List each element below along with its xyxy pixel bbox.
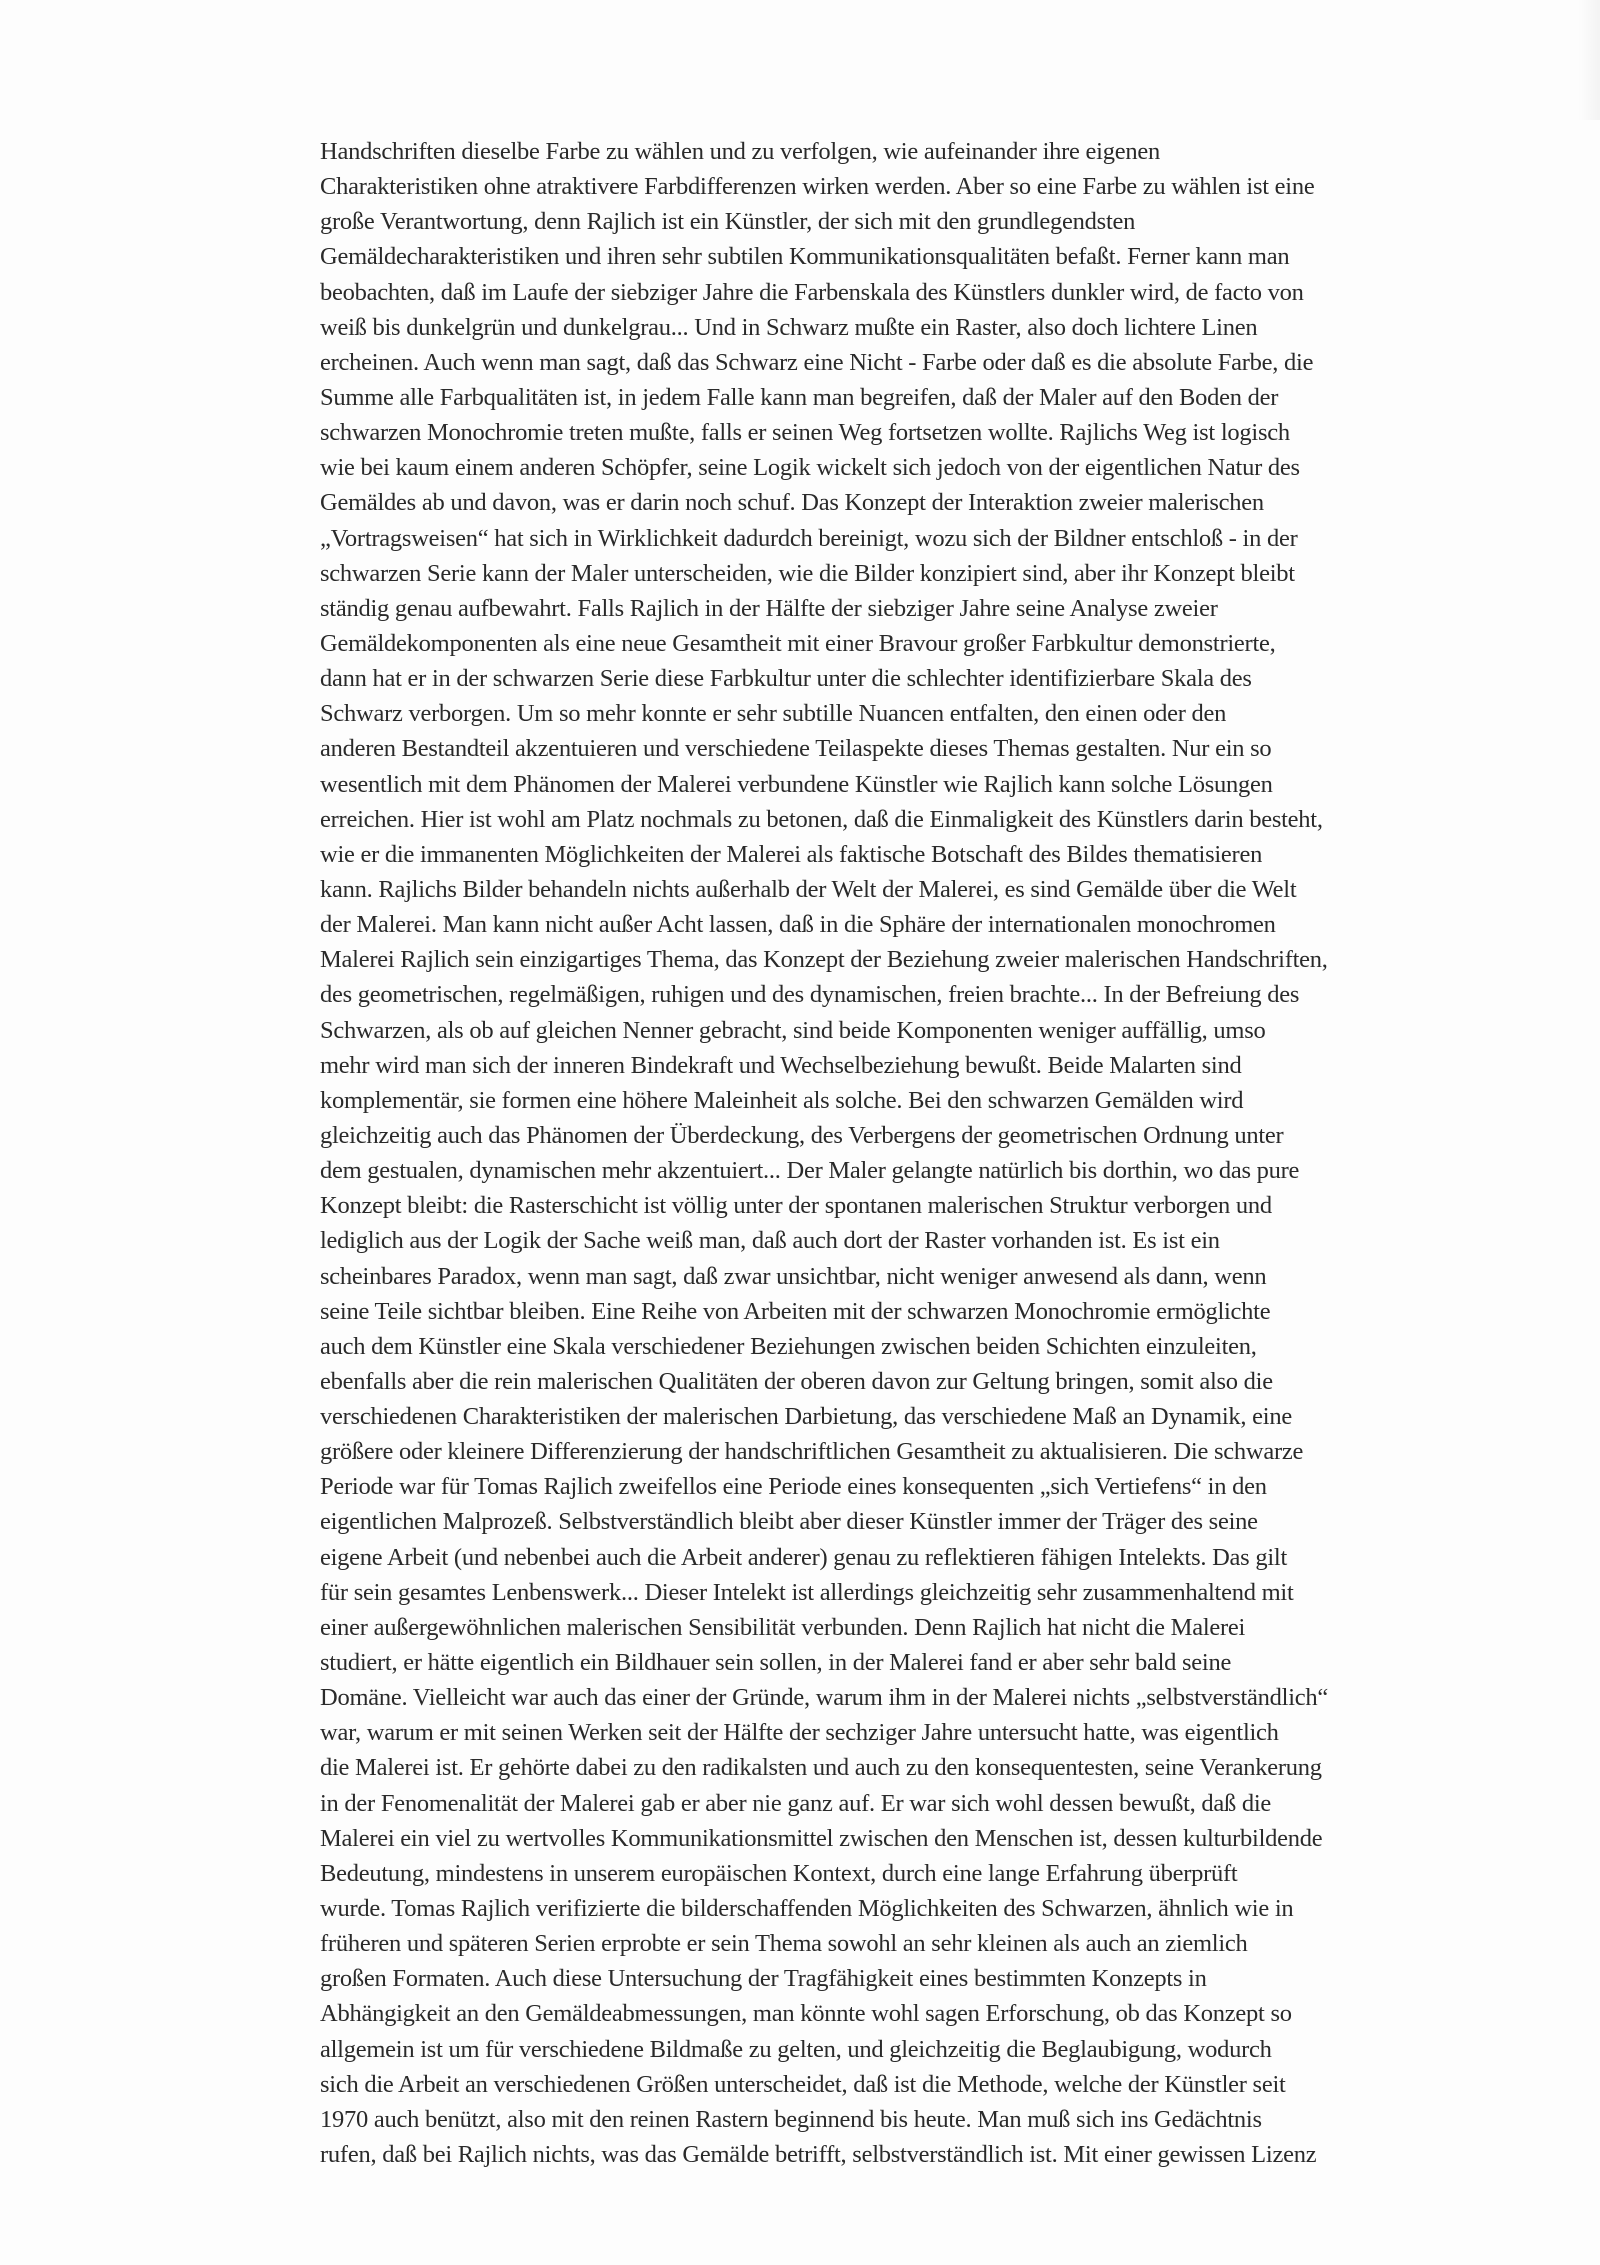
- text-line: gleichzeitig auch das Phänomen der Überdeckung, des Verbergens der geometrischen Ordnung unter: [320, 1121, 1284, 1149]
- text-line: erreichen. Hier ist wohl am Platz nochmals zu betonen, daß die Einmaligkeit des Künstlers darin besteht,: [320, 805, 1323, 833]
- text-line: größere oder kleinere Differenzierung der handschriftlichen Gesamtheit zu aktualisieren. Die schwarze: [320, 1438, 1304, 1466]
- text-line: eigentlichen Malprozeß. Selbstverständlich bleibt aber dieser Künstler immer der Träger des seine: [320, 1508, 1258, 1536]
- text-line: Abhängigkeit an den Gemäldeabmessungen, man könnte wohl sagen Erforschung, ob das Konzept so: [320, 2000, 1292, 2028]
- text-line: 1970 auch benützt, also mit den reinen Rastern beginnend bis heute. Man muß sich ins Gedächtnis: [320, 2105, 1262, 2133]
- page-edge-shadow: [1578, 0, 1600, 120]
- text-line: für sein gesamtes Lenbenswerk... Dieser Intelekt ist allerdings gleichzeitig sehr zusammenhaltend mit: [320, 1578, 1294, 1606]
- text-line: Schwarzen, als ob auf gleichen Nenner gebracht, sind beide Komponenten weniger auffällig, umso: [320, 1016, 1266, 1044]
- text-line: mehr wird man sich der inneren Bindekraft und Wechselbeziehung bewußt. Beide Malarten sind: [320, 1051, 1242, 1079]
- text-line: studiert, er hätte eigentlich ein Bildhauer sein sollen, in der Malerei fand er aber sehr bald seine: [320, 1649, 1232, 1677]
- text-line: einer außergewöhnlichen malerischen Sensibilität verbunden. Denn Rajlich hat nicht die Malerei: [320, 1613, 1246, 1641]
- text-line: eigene Arbeit (und nebenbei auch die Arbeit anderer) genau zu reflektieren fähigen Intelekts. Das gilt: [320, 1543, 1288, 1571]
- text-line: Summe alle Farbqualitäten ist, in jedem Falle kann man begreifen, daß der Maler auf den Boden der: [320, 383, 1279, 411]
- body-text: [320, 134, 1360, 2172]
- text-line: scheinbares Paradox, wenn man sagt, daß zwar unsichtbar, nicht weniger anwesend als dann, wenn: [320, 1262, 1267, 1290]
- text-line: ebenfalls aber die rein malerischen Qualitäten der oberen davon zur Geltung bringen, somit also die: [320, 1367, 1273, 1395]
- text-line: schwarzen Serie kann der Maler unterscheiden, wie die Bilder konzipiert sind, aber ihr Konzept bleibt: [320, 559, 1295, 587]
- text-line: weiß bis dunkelgrün und dunkelgrau... Und in Schwarz mußte ein Raster, also doch lichtere Linen: [320, 313, 1258, 341]
- text-line: Gemäldes ab und davon, was er darin noch schuf. Das Konzept der Interaktion zweier malerischen: [320, 489, 1264, 517]
- text-line: Bedeutung, mindestens in unserem europäischen Kontext, durch eine lange Erfahrung überprüft: [320, 1859, 1238, 1887]
- text-line: Gemäldecharakteristiken und ihren sehr subtilen Kommunikationsqualitäten befaßt. Ferner kann man: [320, 243, 1290, 271]
- text-line: Gemäldekomponenten als eine neue Gesamtheit mit einer Bravour großer Farbkultur demonstrierte,: [320, 629, 1276, 657]
- text-line: wesentlich mit dem Phänomen der Malerei verbundene Künstler wie Rajlich kann solche Lösungen: [320, 770, 1273, 798]
- text-line: große Verantwortung, denn Rajlich ist ein Künstler, der sich mit den grundlegendsten: [320, 208, 1136, 236]
- text-line: wie er die immanenten Möglichkeiten der Malerei als faktische Botschaft des Bildes thematisieren: [320, 840, 1263, 868]
- text-line: lediglich aus der Logik der Sache weiß man, daß auch dort der Raster vorhanden ist. Es ist ein: [320, 1227, 1220, 1255]
- text-line: Periode war für Tomas Rajlich zweifellos eine Periode eines konsequenten „sich Vertiefens“ in den: [320, 1473, 1267, 1501]
- text-line: wurde. Tomas Rajlich verifizierte die bilderschaffenden Möglichkeiten des Schwarzen, ähnlich wie in: [320, 1895, 1294, 1923]
- text-line: „Vortragsweisen“ hat sich in Wirklichkeit dadurdch bereinigt, wozu sich der Bildner entschloß - in der: [320, 524, 1298, 552]
- text-line: ständig genau aufbewahrt. Falls Rajlich in der Hälfte der siebziger Jahre seine Analyse zweier: [320, 594, 1218, 622]
- text-line: Schwarz verborgen. Um so mehr konnte er sehr subtille Nuancen entfalten, den einen oder den: [320, 700, 1227, 728]
- text-line: der Malerei. Man kann nicht außer Acht lassen, daß in die Sphäre der internationalen monochromen: [320, 911, 1276, 939]
- text-line: ercheinen. Auch wenn man sagt, daß das Schwarz eine Nicht - Farbe oder daß es die absolute Farbe, die: [320, 348, 1314, 376]
- text-line: Konzept bleibt: die Rasterschicht ist völlig unter der spontanen malerischen Struktur verborgen und: [320, 1192, 1272, 1220]
- text-line: Handschriften dieselbe Farbe zu wählen und zu verfolgen, wie aufeinander ihre eigenen: [320, 138, 1160, 165]
- text-line: auch dem Künstler eine Skala verschiedener Beziehungen zwischen beiden Schichten einzuleiten,: [320, 1332, 1257, 1360]
- text-line: seine Teile sichtbar bleiben. Eine Reihe von Arbeiten mit der schwarzen Monochromie ermöglichte: [320, 1297, 1271, 1325]
- text-line: rufen, daß bei Rajlich nichts, was das Gemälde betrifft, selbstverständlich ist. Mit einer gewissen Lizenz: [320, 2141, 1317, 2169]
- text-line: Malerei Rajlich sein einzigartiges Thema, das Konzept der Beziehung zweier malerischen Handschriften,: [320, 946, 1328, 974]
- text-line: Charakteristiken ohne atraktivere Farbdifferenzen wirken werden. Aber so eine Farbe zu wählen ist eine: [320, 173, 1315, 201]
- text-line: großen Formaten. Auch diese Untersuchung der Tragfähigkeit eines bestimmten Konzepts in: [320, 1965, 1207, 1993]
- text-line: allgemein ist um für verschiedene Bildmaße zu gelten, und gleichzeitig die Beglaubigung, wodurch: [320, 2035, 1272, 2063]
- text-line: in der Fenomenalität der Malerei gab er aber nie ganz auf. Er war sich wohl dessen bewußt, daß die: [320, 1789, 1272, 1817]
- text-line: wie bei kaum einem anderen Schöpfer, seine Logik wickelt sich jedoch von der eigentlichen Natur des: [320, 454, 1300, 482]
- text-line: war, warum er mit seinen Werken seit der Hälfte der sechziger Jahre untersucht hatte, was eigentlich: [320, 1719, 1279, 1747]
- text-line: kann. Rajlichs Bilder behandeln nichts außerhalb der Welt der Malerei, es sind Gemälde über die Welt: [320, 875, 1297, 903]
- text-line: früheren und späteren Serien erprobte er sein Thema sowohl an sehr kleinen als auch an ziemlich: [320, 1930, 1248, 1958]
- text-line: schwarzen Monochromie treten mußte, falls er seinen Weg fortsetzen wollte. Rajlichs Weg ist logisch: [320, 419, 1290, 447]
- text-line: komplementär, sie formen eine höhere Maleinheit als solche. Bei den schwarzen Gemälden wird: [320, 1086, 1244, 1114]
- text-line: verschiedenen Charakteristiken der malerischen Darbietung, das verschiedene Maß an Dynamik, eine: [320, 1403, 1292, 1431]
- text-line: dann hat er in der schwarzen Serie diese Farbkultur unter die schlechter identifizierbare Skala des: [320, 665, 1252, 693]
- text-line: Malerei ein viel zu wertvolles Kommunikationsmittel zwischen den Menschen ist, dessen kulturbildende: [320, 1824, 1323, 1852]
- text-line: des geometrischen, regelmäßigen, ruhigen und des dynamischen, freien brachte... In der Befreiung des: [320, 981, 1300, 1009]
- text-line: die Malerei ist. Er gehörte dabei zu den radikalsten und auch zu den konsequentesten, seine Verankerung: [320, 1754, 1322, 1782]
- text-line: sich die Arbeit an verschiedenen Größen unterscheidet, daß ist die Methode, welche der Künstler seit: [320, 2070, 1286, 2098]
- text-line: Domäne. Vielleicht war auch das einer der Gründe, warum ihm in der Malerei nichts „selbstverständlich“: [320, 1684, 1329, 1712]
- text-line: dem gestualen, dynamischen mehr akzentuiert... Der Maler gelangte natürlich bis dorthin, wo das pure: [320, 1157, 1300, 1185]
- text-line: beobachten, daß im Laufe der siebziger Jahre die Farbenskala des Künstlers dunkler wird, de facto von: [320, 278, 1304, 306]
- text-line: anderen Bestandteil akzentuieren und verschiedene Teilaspekte dieses Themas gestalten. Nur ein so: [320, 735, 1272, 763]
